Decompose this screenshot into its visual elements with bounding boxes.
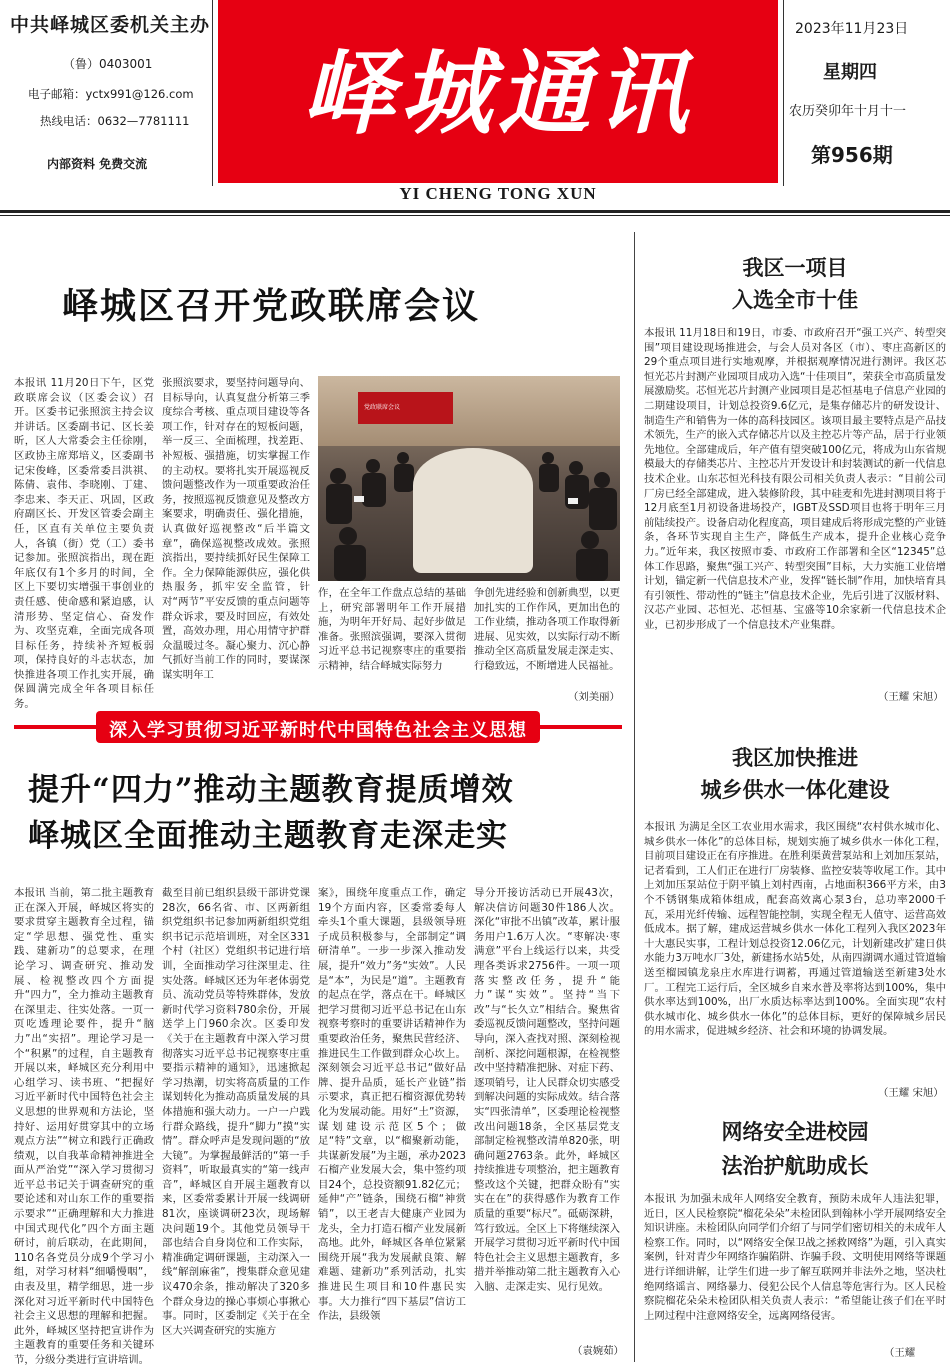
header-rule: [0, 210, 950, 213]
side1-byline: （王耀 宋旭）: [878, 691, 944, 703]
issue-number: 第956期: [811, 143, 893, 167]
side3-headline1: 网络安全进校园: [721, 1119, 869, 1144]
header-right-info: [783, 0, 950, 186]
masthead: [218, 0, 778, 183]
distribution-note: 内部资料 免费交流: [47, 157, 148, 171]
publication-code: （鲁）0403001: [63, 57, 153, 71]
article2-col4: 导分开接访活动已开展43次，解决信访问题30件186人次。深化“审批不出镇”改革，累计服务用户1.6万人次。“枣解决·枣满意”平台上线运行以来，共受理各类诉求2756件。一项一项落实整改任务，提升“能力”谋“实效”。坚持“当下改”与“长久立”相结合。聚焦省委巡视反馈问题整改，坚持问题导向，深入查找对照、深刻检视剖析、深挖问题根源，在检视整改中坚持精准把脉、对症下药、逐项销号，让人民群众切实感受到解决问题的实际成效。结合落实“四张清单”，区委理论检视整改出问题18条，全区基层党支部制定检视整改清单820张，明确问题2763条。此外，峄城区持续推进专项整治，把主题教育整改这个关键，把群众盼有“实实在在”的获得感作为教育工作质量的重要“标尺”。砥砺深耕，笃行致远。全区上下将继续深入开展学习贯彻习近平新时代中国特色社会主义思想主题教育，多措并举推动第二批主题教育入心入脑、走深走实、见行见效。: [474, 887, 620, 1294]
article1-headline: 峄城区召开党政联席会议: [62, 285, 481, 327]
hotline: 热线电话：0632—7781111: [40, 114, 190, 128]
side2-headline2: 城乡供水一体化建设: [700, 777, 890, 802]
photo-table: [413, 448, 533, 573]
header-divider-left: [212, 0, 213, 186]
article2-col2: 截至目前已组织县级干部讲党课28次，66名省、市、区两新组织党组织书记参加两新组织党组织书记示范培训班，对全区331个村（社区）党组织书记进行培训，全面推动学习往深里走、往实处落。峄城区还为年老体弱党员、流动党员等特殊群体，发放新时代学习资料780余份，开展送学上门960余次。区委印发《关于在主题教育中深入学习贯彻落实习近平总书记视察枣庄重要指示精神的通知》，迅速掀起学习热潮，切实将高质量的工作谋划转化为推动高质量发展的具体措施和强大动力。一户一户践行群众路线，提升“脚力”摸“实情”。群众呼声是发现问题的“放大镜”。为掌握最鲜活的“第一手资料”，听取最真实的“第一线声音”，峄城区自开展主题教育以来，区委常委累计开展一线调研81次，座谈调研23次，现场解决问题19个。其他党员领导干部也结合自身岗位和工作实际，精准确定调研课题，主动深入一线“解剖麻雀”，搜集群众意见建议470余条，推动解决了320多个群众身边的操心事烦心事揪心事。同时，区委制定《关于在全区大兴调查研究的实施方: [162, 887, 310, 1337]
side2-text: 本报讯 为满足全区工农业用水需求，我区围绕“农村供水城市化、城乡供水一体化”的总体目标，规划实施了城乡供水一体化工程，目前项目建设正在有序推进。在胜利渠黄营泵站和上刘加压泵站，记者看到，工人们正在进行厂房装修、监控安装等收尾工作。其中上刘加压泵站位于阴平镇上刘村西南，占地面积366平方米，由3个不锈钢集成箱体组成，配套高效离心泵3台，总功率2000千瓦，采用光纤传输、远程智能控制，实现全程无人值守、运营高效低成本。据了解，建成运营城乡供水一体化工程列入我区2023年十大惠民实事，工程计划总投资12.06亿元，计划新建改扩建日供水能力3万吨水厂3处，新建扬水站5处，从南四湖调水通过管道输送至榴园镇龙泉庄水库进行调蓄，再通过管道输送至新建3处水厂。工程完工运行后，全区城乡自来水普及率将达到100%，集中供水率达到100%，出厂水质达标率达到100%。全面实现“农村供水城市化、城乡供水一体化”的总体目标，更好的保障城乡居民的用水需求，促进城乡经济、社会和环境的协调发展。: [644, 821, 946, 1038]
side3-byline: （王耀: [884, 1347, 916, 1359]
article1-col1: 本报讯 11月20日下午，区党政联席会议（区委会议）召开。区委书记张照滨主持会议并讲话。区委副书记、区长姜昕，区人大常委会主任徐刚，区政协主席郑培义，区委副书记宋俊峰，区委常委吕洪祺、陈倩、袁伟、李晓刚、丁建、李忠来、李天正、巩固，区政府副区长、开发区管委会副主任，区直有关单位主要负责人，各镇（街）党（工）委书记参加。张照滨指出，现在距年底仅有1个多月的时间，全区上下要切实增强干事创业的责任感、使命感和紧迫感，认清形势、坚定信心、奋发作为、攻坚克难，全面完成各项目标任务，持续补齐短板弱项，保持良好的斗志状态，加快推进各项工作扎实开展，确保圆满完成全年各项目标任务。: [14, 377, 154, 711]
newspaper-header: [0, 0, 950, 213]
meeting-photo: [318, 376, 620, 581]
side1-headline1: 我区一项目: [742, 255, 848, 280]
masthead-pinyin: YI CHENG TONG XUN: [399, 184, 597, 203]
banner-pill: [96, 711, 540, 743]
lunar-date: 农历癸卯年十月十一: [789, 104, 907, 119]
organizer: 中共峄城区委机关主办: [10, 14, 211, 36]
article1-col2: 张照滨要求，要坚持问题导向、目标导向，认真复盘分析第三季度综合考核、重点项目建设等各项工作，针对存在的短板问题，举一反三、全面梳理，找差距、补短板、强措施，切实掌握工作的主动权。要将扎实开展巡视反馈问题整改作为一项重要政治任务，按照巡视反馈意见及整改方案要求，明确责任、强化措施，认真做好巡视整改“后半篇文章”，确保巡视整改成效。张照滨指出，要持续抓好民生保障工作。全力保障能源供应，强化供热服务，抓牢安全监管，针对“两节”平安反馈的重点问题等群众诉求，要及时回应，有效处置，高效办理，用心用情守护群众温暖过冬。凝心聚力、沉心静气抓好当前工作的同时，要谋深谋实明年工: [162, 377, 310, 681]
masthead-title: 峄城通讯: [301, 39, 694, 147]
article1-byline: （刘美丽）: [568, 691, 620, 703]
article2-headline2: 峄城区全面推动主题教育走深走实: [28, 818, 508, 854]
header-divider-right: [783, 0, 784, 186]
header-left-info: [0, 0, 213, 186]
column-divider: [634, 232, 635, 1362]
photo-caption: 党政联席会议: [364, 404, 401, 411]
side1-text: 本报讯 11月18日和19日，市委、市政府召开“强工兴产、转型突围”项目建设现场推进会，与会人员对各区（市）、枣庄高新区的29个重点项目进行实地观摩，并根据观摩情况进行测评。我区芯恒光芯片封测产业园项目成功入选“十佳项目”，荣获全市高质量发展激励奖。芯恒光芯片封测产业园项目是芯恒基电子信息产业园的二期建设项目，计划总投资9.6亿元，是集存储芯片的研发设计、制造生产和销售为一体的高科技园区。该项目最主要特点是产品技术领先，生产的嵌入式存储芯片以及主控芯片等产品，居于行业领先地位。全部建成后，年产值有望突破100亿元，将成为山东省规模最大的存储类芯片、主控芯片开发设计和封装测试的新一代信息技术企业。山东芯恒光科技有限公司相关负责人表示：“目前公司厂房已经全部建成，进入装修阶段，其中硅麦和先进封测项目将于12月底至1月初设备进场投产，IGBT及SSD项目也将于明年三月前陆续投产。设备启动化程度高，项目建成后将形成完整的产业链条，各环节实现自主生产，降低生产成本，提升企业核心竞争力。”近年来，我区按照市委、市政府工作部署和全区“12345”总体工作思路，聚焦“强工兴产、转型突围”目标，大力实施工业倍增计划，锚定新一代信息技术产业，发挥“链长制”作用，加快培育具有引领性、带动性的“链主”信息技术企业，先后引进了汉版材料、汉芯产业园、芯恒光、芯恒基、宝盛等10余家新一代信息技术企业，已初步形成了一个信息技术产业集群。: [644, 327, 946, 631]
side3-text: 本报讯 为加强未成年人网络安全教育，预防未成年人违法犯罪，近日，区人民检察院“榴花朵朵”未检团队到翰林小学开展网络安全知识讲座。未检团队向同学们介绍了与同学们密切相关的未成年人检察工作。同时，以“网络安全保卫战之拯救网络”为题，引入真实案例，针对青少年网络诈骗陷阱、诈骗手段、文明使用网络等课题进行详细讲解，让学生们进一步了解互联网并非法外之地，坚决杜绝网络谣言、网络暴力、侵犯公民个人信息等危害行为。区人民检察院榴花朵朵未检团队相关负责人表示：“希望能让孩子们在平时上网过程中注意网络安全，远离网络侵害。: [644, 1193, 946, 1322]
article1-col4: 争创先进经验和创新典型，以更加扎实的工作作风，更加出色的工作业绩，推动各项工作取得新进展、见实效，以实际行动不断推动全区高质量发展走深走实、行稳致远，不断增进人民福祉。: [474, 587, 620, 672]
side2-byline: （王耀 宋旭）: [878, 1087, 944, 1099]
header-rule-thin: [0, 215, 950, 216]
issue-date: 2023年11月23日: [795, 21, 909, 37]
article2-byline: （袁婉茹）: [572, 1345, 624, 1357]
article2-col1: 本报讯 当前，第二批主题教育正在深入开展，峄城区将实的要求贯穿主题教育全过程，锚定“学思想、强党性、重实践、建新功”的总要求，在理论学习、调查研究、推动发展、检视整改四个方面提升“四力”，全力推动主题教育在深里走、往实处落。一页一页吃透理论要件，提升“脑力”出“实招”。理论学习是一个“积累”的过程，自主题教育开展以来，峄城区充分利用中心组学习、读书班、“把握好习近平新时代中国特色社会主义思想的世界观和方法论，坚持好、运用好贯穿其中的立场观点方法”“树立和践行正确政绩观，以自我革命精神推进全面从严治党”“深入学习贯彻习近平总书记关于调查研究的重要论述和对山东工作的重要指示要求”“正确理解和大力推进中国式现代化”四个方面主题研讨，前后联动，在此期间，110名各党员分成9个学习小组，对学习材料“细嚼慢咽”，由表及里，精学细思，进一步深化对习近平新时代中国特色社会主义思想的理解和把握。此外，峄城区坚持把宣讲作为主题教育的重要任务和关键环节，分级分类进行宣讲培训。: [14, 887, 154, 1366]
article2-headline1: 提升“四力”推动主题教育提质增效: [28, 772, 514, 808]
banner-text: 深入学习贯彻习近平新时代中国特色社会主义思想: [109, 720, 527, 741]
photo-screen: [358, 392, 453, 424]
side3-headline2: 法治护航助成长: [721, 1153, 869, 1178]
theme-banner: [14, 711, 622, 743]
article1-col3: 作，在全年工作盘点总结的基础上，研究部署明年工作开展措施，为明年开好局、起好步做足准备。张照滨强调，要深入贯彻习近平总书记视察枣庄的重要指示精神，结合峄城实际努力: [318, 587, 466, 672]
side1-headline2: 入选全市十佳: [732, 287, 858, 312]
weekday: 星期四: [823, 62, 877, 83]
side2-headline1: 我区加快推进: [732, 745, 858, 770]
article2-col3: 案》，围绕年度重点工作，确定19个方面内容，区委常委每人牵头1个重大课题，县级领导班子成员积极参与，全部制定“调研清单”。一步一步深入推动发展，提升“效力”务“实效”。人民是“本”，为民是“道”。主题教育的起点在学，落点在干。峄城区把学习贯彻习近平总书记在山东视察考察时的重要讲话精神作为重要政治任务，聚焦民营经济、推进民生工作做到群众心坎上。深刻领会习近平总书记“做好品牌、提升品质，延长产业链”指示要求，真正把石榴资源优势转化为发展动能。用好“土”资源，谋划建设示范区5个；做足“特”文章，以“榴聚新动能，共谋新发展”为主题，承办2023石榴产业发展大会，集中签约项目24个，总投资额91.82亿元；延伸“产”链条，围绕石榴“神赏销”，以王老吉大健康产业园为龙头，全力打造石榴产业发展新高地。此外，峄城区各单位紧紧围绕开展“我为发展献良策、解难题、建新功”系列活动，扎实推进民生项目和10件惠民实事。大力推行“四下基层”信访工作法，县级领: [318, 887, 466, 1323]
email: 电子邮箱：yctx991@126.com: [28, 87, 194, 101]
